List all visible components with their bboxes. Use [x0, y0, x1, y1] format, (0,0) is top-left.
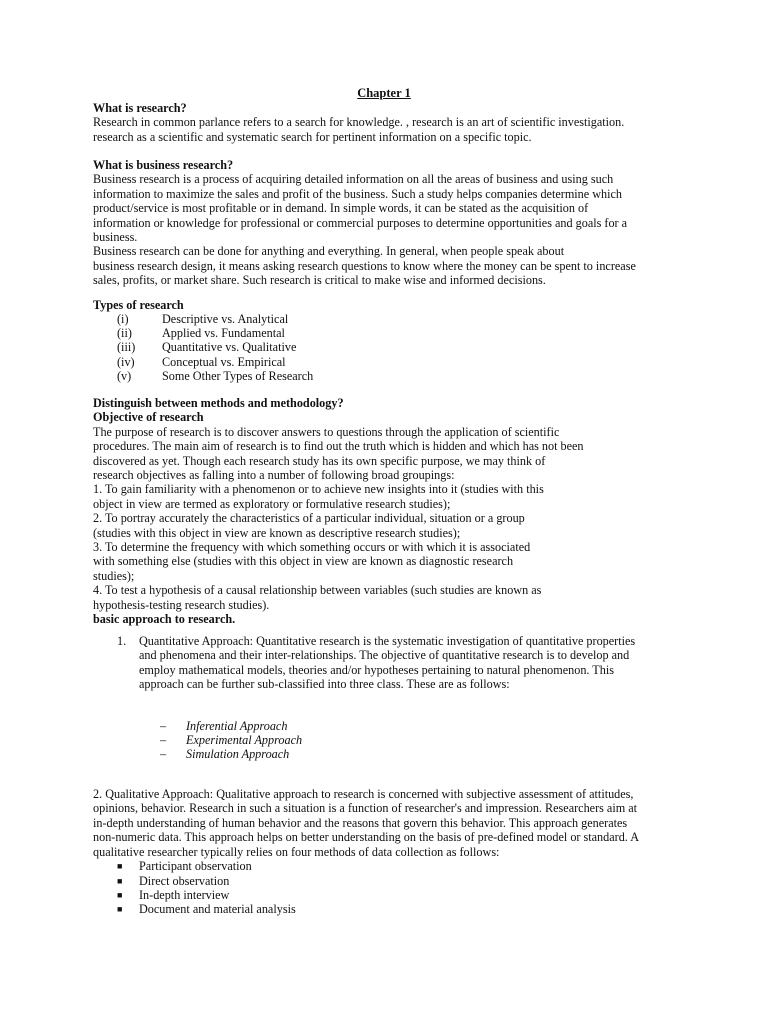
bullet-text: Participant observation [139, 859, 252, 873]
sub-list-text: Simulation Approach [186, 747, 290, 761]
paragraph-line: Business research is a process of acquiring detailed information on all the areas of business and using such [93, 172, 614, 187]
paragraph-line: information to maximize the sales and profit of the business. Such a study helps companies determine which [93, 186, 623, 201]
list-item [117, 326, 285, 340]
section-what-is-research [93, 101, 673, 144]
dash-marker: – [160, 719, 167, 733]
paragraph-line: in-depth understanding of human behavior and the reasons that govern this behavior. This approach generates [93, 815, 628, 830]
paragraph-line: procedures. The main aim of research is to find out the truth which is hidden and which has not been [93, 439, 584, 454]
paragraph-line: information or knowledge for professional or commercial purposes to determine opportunities and goals for a [93, 215, 628, 230]
sub-list-text: Inferential Approach [186, 719, 288, 733]
paragraph-line: business. [93, 230, 138, 245]
section-types-heading [93, 298, 673, 312]
paragraph-line: (studies with this object in view are known as descriptive research studies); [93, 525, 461, 540]
list-number: (v) [117, 369, 132, 383]
paragraph-line: 2. To portray accurately the characteristics of a particular individual, situation or a group [93, 511, 525, 526]
paragraph-line: qualitative researcher typically relies on four methods of data collection as follows: [93, 844, 500, 859]
heading-what-is-research: What is research? [93, 101, 187, 115]
paragraph-line: product/service is most profitable or in demand. In simple words, it can be stated as the acquisition of [93, 201, 589, 216]
paragraph-line: 1. To gain familiarity with a phenomenon or to achieve new insights into it (studies with this [93, 482, 544, 497]
paragraph-line: discovered as yet. Though each research study has its own specific purpose, we may think of [93, 453, 546, 468]
heading-types-of-research: Types of research [93, 298, 184, 312]
section-qualitative [93, 787, 693, 859]
list-item [117, 312, 288, 326]
paragraph-line: sales, profits, or market share. Such research is critical to make wise and informed decisions. [93, 273, 546, 288]
bullet-text: Direct observation [139, 874, 230, 888]
paragraph-line: object in view are termed as exploratory or formulative research studies); [93, 496, 451, 511]
section-objective [93, 396, 673, 627]
paragraph-line: hypothesis-testing research studies). [93, 597, 270, 612]
list-text: Quantitative vs. Qualitative [162, 340, 297, 354]
paragraph-line: approach can be further sub-classified into three class. These are as follows: [139, 677, 510, 692]
heading-methods-methodology: Distinguish between methods and methodology? [93, 396, 344, 410]
dash-marker: – [160, 747, 167, 761]
bullet-item [117, 888, 229, 902]
list-item [117, 355, 286, 369]
paragraph-line: Business research can be done for anything and everything. In general, when people speak about [93, 244, 565, 259]
bullet-item [117, 874, 229, 888]
section-business-research [93, 158, 673, 288]
dash-marker: – [160, 733, 167, 747]
paragraph-line: opinions, behavior. Research in such a situation is a function of researcher's and impression. Researchers aim at [93, 801, 638, 816]
list-item [117, 369, 313, 383]
paragraph-line: studies); [93, 568, 135, 583]
sub-list-item [160, 733, 302, 747]
heading-business-research: What is business research? [93, 158, 234, 172]
heading-basic-approach: basic approach to research. [93, 612, 236, 627]
paragraph-line: Quantitative Approach: Quantitative research is the systematic investigation of quantitative properties [139, 634, 636, 648]
list-number: 1. [117, 634, 127, 648]
bullet-item [117, 859, 252, 873]
paragraph-line: with something else (studies with this object in view are known as diagnostic research [93, 554, 514, 569]
list-text: Conceptual vs. Empirical [162, 355, 286, 369]
sub-list-item [160, 747, 289, 761]
paragraph-line: Research in common parlance refers to a search for knowledge. , research is an art of scientific investigation. [93, 115, 625, 130]
paragraph-line: employ mathematical models, theories and/or hypotheses pertaining to natural phenomenon. This [139, 662, 614, 677]
paragraph-line: business research design, it means asking research questions to know where the money can be spent to increase [93, 258, 636, 273]
paragraph-line: 2. Qualitative Approach: Qualitative approach to research is concerned with subjective assessment of attitudes, [93, 787, 634, 801]
bullet-text: In-depth interview [139, 888, 230, 902]
list-number: (i) [117, 312, 129, 326]
chapter-title: Chapter 1 [357, 86, 411, 100]
bullet-item [117, 902, 296, 916]
paragraph-line: 4. To test a hypothesis of a causal relationship between variables (such studies are known as [93, 583, 542, 598]
square-bullet-icon: ■ [117, 876, 123, 886]
paragraph-line: research objectives as falling into a number of following broad groupings: [93, 468, 455, 483]
square-bullet-icon: ■ [117, 904, 123, 914]
list-text: Descriptive vs. Analytical [162, 312, 289, 326]
list-text: Some Other Types of Research [162, 369, 314, 383]
list-text: Applied vs. Fundamental [162, 326, 285, 340]
sub-list-item [160, 719, 287, 733]
paragraph-line: non-numeric data. This approach helps on better understanding on the basis of pre-defined model or standard. A [93, 830, 640, 845]
paragraph-line: The purpose of research is to discover answers to questions through the application of scientific [93, 424, 560, 439]
list-number: (iv) [117, 355, 135, 369]
list-item [117, 340, 296, 354]
paragraph-line: 3. To determine the frequency with which something occurs or with which it is associated [93, 540, 531, 555]
bullet-text: Document and material analysis [139, 902, 296, 916]
sub-list-text: Experimental Approach [186, 733, 303, 747]
list-number: (ii) [117, 326, 132, 340]
paragraph-line: research as a scientific and systematic search for pertinent information on a specific topic. [93, 129, 532, 144]
square-bullet-icon: ■ [117, 861, 123, 871]
square-bullet-icon: ■ [117, 890, 123, 900]
heading-objective-of-research: Objective of research [93, 410, 204, 425]
numbered-item-body [139, 634, 679, 692]
paragraph-line: and phenomena and their inter-relationships. The objective of quantitative research is to develop and [139, 648, 630, 663]
list-number: (iii) [117, 340, 136, 354]
